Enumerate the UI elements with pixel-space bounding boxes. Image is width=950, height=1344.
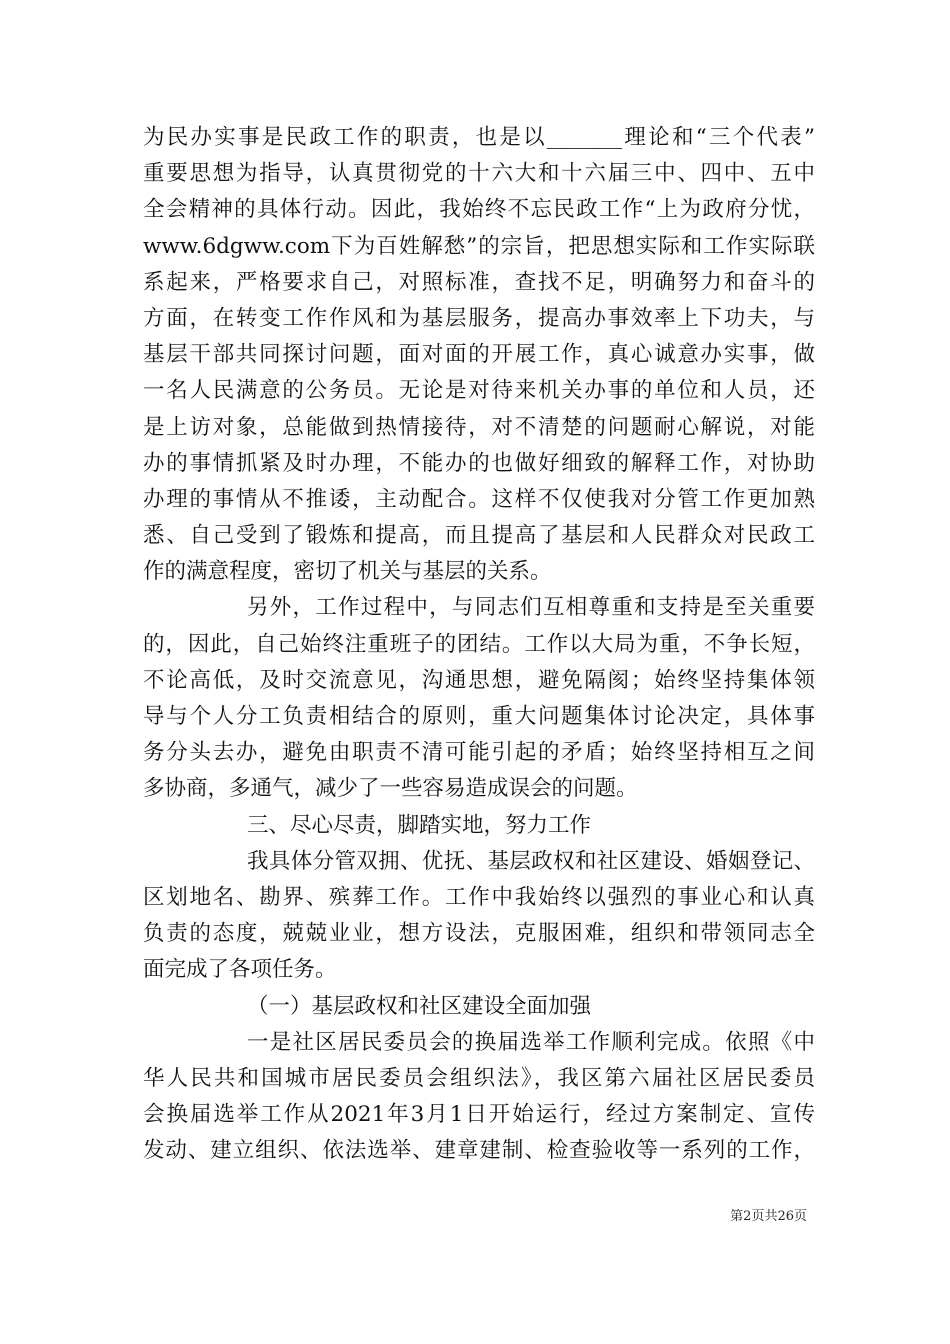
text-line: 多协商，多通气，减少了一些容易造成误会的问题。 [143,776,638,802]
text-line: 区划地名、勘界、殡葬工作。工作中我始终以强烈的事业心和认真 [143,884,815,910]
text-line: 全会精神的具体行动。因此，我始终不忘民政工作“上为政府分忧， [143,197,815,223]
text-line: 不论高低，及时交流意见，沟通思想，避免隔阂；始终坚持集体领 [143,667,815,693]
body-text [143,120,815,1169]
text-line: 华人民共和国城市居民委员会组织法》，我区第六届社区居民委员 [143,1065,815,1091]
text-line: 务分头去办，避免由职责不清可能引起的矛盾；始终坚持相互之间 [143,740,815,766]
subsection-heading: （一）基层政权和社区建设全面加强 [247,993,592,1019]
text-line: 导与个人分工负责相结合的原则，重大问题集体讨论决定，具体事 [143,704,815,729]
paragraph-first-line: 另外，工作过程中，与同志们互相尊重和支持是至关重要 [247,595,815,621]
text-line: 面完成了各项任务。 [143,957,337,983]
text-line: 是上访对象，总能做到热情接待，对不清楚的问题耐心解说，对能 [143,414,815,440]
text-line: 系起来，严格要求自己，对照标准，查找不足，明确努力和奋斗的 [143,269,815,295]
text-line: 方面，在转变工作作风和为基层服务，提高办事效率上下功夫，与 [143,305,815,331]
text-line: 发动、建立组织、依法选举、建章建制、检查验收等一系列的工作， [143,1138,815,1164]
text-line: www.6dgww.com下为百姓解愁”的宗旨，把思想实际和工作实际联 [143,233,815,259]
text-line: 办理的事情从不推诿，主动配合。这样不仅使我对分管工作更加熟 [143,486,815,512]
paragraph-first-line: 一是社区居民委员会的换届选举工作顺利完成。依照《中 [247,1029,815,1055]
section-heading: 三、尽心尽责，脚踏实地，努力工作 [247,812,592,838]
text-line: 基层干部共同探讨问题，面对面的开展工作，真心诚意办实事，做 [143,342,815,368]
text-line: 为民办实事是民政工作的职责，也是以_______理论和“三个代表” [143,125,815,150]
text-line: 作的满意程度，密切了机关与基层的关系。 [143,559,552,585]
text-line: 会换届选举工作从2021年3月1日开始运行，经过方案制定、宣传 [143,1102,815,1128]
text-line: 的，因此，自己始终注重班子的团结。工作以大局为重，不争长短， [143,631,815,657]
text-line: 一名人民满意的公务员。无论是对待来机关办事的单位和人员，还 [143,378,815,404]
text-line: 悉、自己受到了锻炼和提高，而且提高了基层和人民群众对民政工 [143,523,815,549]
text-line: 重要思想为指导，认真贯彻党的十六大和十六届三中、四中、五中 [143,161,815,187]
text-line: 负责的态度，兢兢业业，想方设法，克服困难，组织和带领同志全 [143,921,815,947]
page-number-footer: 第2页共26页 [730,1209,807,1224]
paragraph-first-line: 我具体分管双拥、优抚、基层政权和社区建设、婚姻登记、 [247,848,815,874]
text-line: 办的事情抓紧及时办理，不能办的也做好细致的解释工作，对协助 [143,450,815,476]
